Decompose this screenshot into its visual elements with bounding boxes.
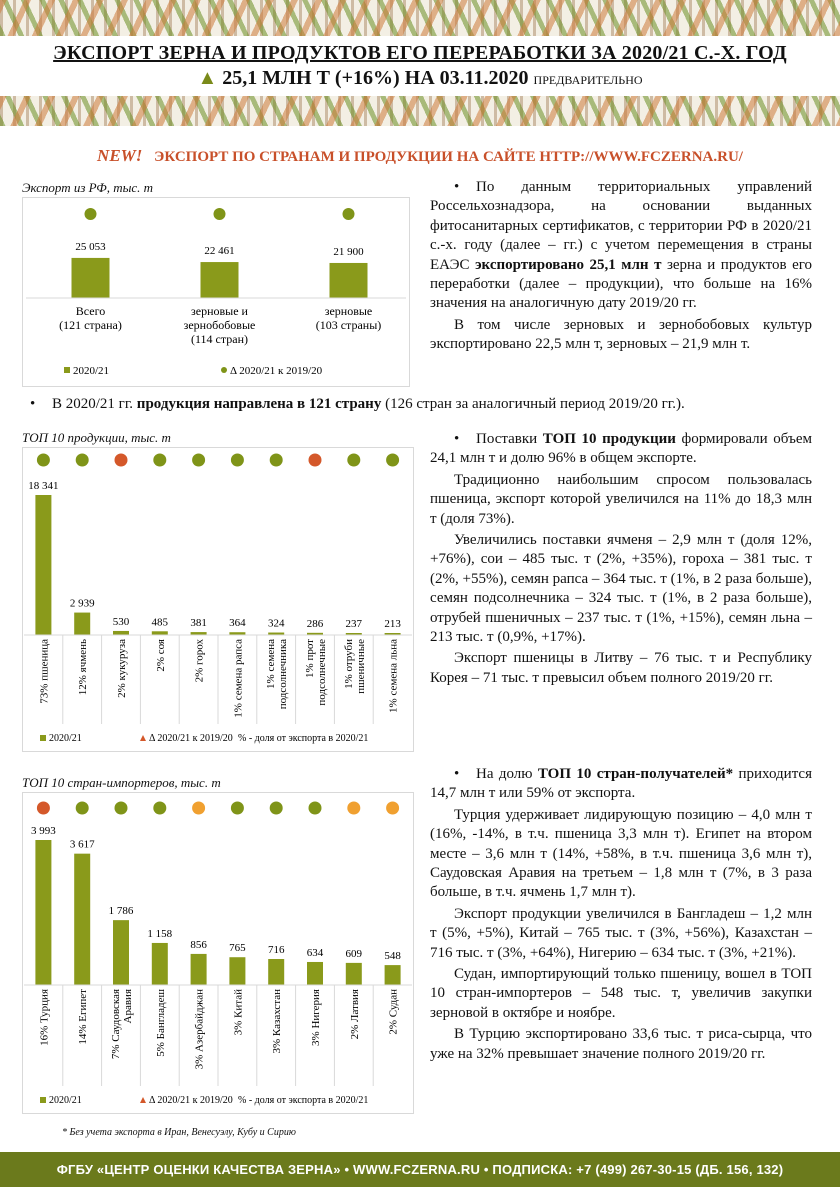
chart-export-total (22, 197, 410, 387)
bar (152, 631, 168, 635)
bar (35, 495, 51, 635)
delta-indicator-icon (153, 454, 166, 467)
tick-label: 3% Азербайджан (193, 989, 206, 1070)
s2-paragraph-2: Традиционно наибольшим спросом пользовалась пшеница, экспорт которой увеличился на 11% до 18,3 млн т (доля 73%). (430, 471, 812, 527)
legend-square-icon (40, 1097, 46, 1103)
tick-label: 2% соя (154, 639, 167, 672)
s3-paragraph-2: Турция удерживает лидирующую позицию – 4,0 млн т (16%, -14%, в т.ч. пшеница 3,3 млн т). Египет на втором месте – 3,6 млн т (14%, +58%, в т.ч. пшеница 3,6 млн т), Саудовская Аравия на третьем – 1,8 млн т (7%, в 3 раза больше, в т.ч. ячмень 1,7 млн т). (430, 806, 812, 901)
delta-indicator-icon (386, 454, 399, 467)
bar (268, 959, 284, 985)
legend-label: Δ 2020/21 к 2019/20 (230, 365, 323, 377)
legend-label: 2020/21 (49, 1095, 82, 1106)
preliminary-label: ПРЕДВАРИТЕЛЬНО (533, 73, 643, 87)
tick-label: (103 страны) (315, 318, 382, 332)
bullet-icon: • (454, 431, 460, 447)
tick-label: 2% горох (193, 639, 206, 683)
decorative-banner-top (0, 0, 840, 36)
bar (307, 962, 323, 985)
data-label: 530 (112, 615, 130, 628)
tick-label: 2% Судан (387, 989, 400, 1035)
data-label: 716 (267, 943, 285, 956)
title-line-2 (0, 67, 840, 90)
announcement (0, 146, 840, 166)
delta-indicator-icon (347, 802, 360, 815)
tick-label: зерновые (324, 304, 373, 318)
announcement-link[interactable]: ЭКСПОРТ ПО СТРАНАМ И ПРОДУКЦИИ НА САЙТЕ HTTP://WWW.FCZERNA.RU/ (154, 149, 743, 165)
s3-paragraph-4: Судан, импортирующий только пшеницу, вошел в ТОП 10 стран-импортеров – 548 тыс. т, увеличив закупки зерновой в октябре и ноябре. (430, 966, 812, 1021)
delta-indicator-icon (386, 802, 399, 815)
legend-square-icon (40, 735, 46, 741)
s1-paragraph-1: • По данным территориальных управлений Россельхознадзора, на основании выданных фитосанитарных сертификатов, с территории РФ в 2020/21 с.-х. году (далее – гг.) с учетом перемещения в страны ЕАЭС экспортировано 25,1 млн т зерна и продуктов его переработки (далее – продукции), что больше на 16% значения на аналогичную дату 2019/20 гг. (430, 179, 813, 312)
chart-countries-title: ТОП 10 стран-импортеров, тыс. т (22, 775, 221, 790)
tick-label: 14% Египет (77, 989, 90, 1045)
bar (385, 965, 401, 985)
data-label: 1 158 (147, 927, 173, 940)
tick-label: 7% Саудовская (110, 989, 122, 1060)
tick-label: (114 стран) (190, 332, 249, 346)
data-label: 364 (229, 617, 246, 630)
data-label: 2 939 (69, 597, 95, 610)
page-title (0, 42, 840, 90)
data-label: 1 786 (108, 905, 134, 918)
delta-indicator-icon (343, 208, 355, 220)
s3-paragraph-3: Экспорт продукции увеличился в Бангладеш – 1,2 млн т (5%, +5%), Китай – 765 тыс. т (3%, +56%), Казахстан – 716 тыс. т (3%, +64%), Нигерию – 634 тыс. т (3%, +21%). (430, 905, 812, 961)
up-triangle-icon: ▲ (197, 67, 218, 89)
tick-label: 3% Нигерия (310, 989, 322, 1046)
delta-indicator-icon (115, 802, 128, 815)
delta-indicator-icon (309, 802, 322, 815)
tick-label: пшеничные (354, 639, 367, 694)
data-label: 3 617 (69, 838, 95, 851)
legend-label: % - доля от экспорта в 2020/21 (238, 1095, 369, 1106)
section-1-text (430, 178, 812, 357)
delta-indicator-icon (76, 802, 89, 815)
bar (72, 258, 110, 298)
s3-paragraph-5: В Турцию экспортировано 33,6 тыс. т риса-сырца, что уже на 32% превышает значение полного 2019/20 гг. (430, 1026, 812, 1062)
tick-label: 2% кукуруза (116, 639, 128, 698)
bullet-icon: • (454, 179, 460, 195)
delta-indicator-icon (192, 802, 205, 815)
bar (113, 631, 129, 635)
delta-indicator-icon (309, 454, 322, 467)
data-label: 609 (345, 947, 363, 960)
tick-label: (121 страна) (59, 318, 122, 332)
legend-label: % - доля от экспорта в 2020/21 (238, 733, 369, 744)
data-label: 856 (190, 938, 207, 951)
bar (74, 613, 90, 635)
section-2-text (430, 430, 812, 690)
delta-indicator-icon (214, 208, 226, 220)
tick-label: 1% прот (304, 639, 316, 678)
s3-paragraph-1: • На долю ТОП 10 стран-получателей* приходится 14,7 млн т или 59% от экспорта. (430, 766, 812, 802)
s1-paragraph-2: В том числе зерновых и зернобобовых культур экспортировано 22,5 млн т, зерновых – 21,9 млн т. (430, 316, 812, 353)
bar (35, 840, 51, 985)
chart-top10-products (22, 447, 414, 752)
delta-indicator-icon (347, 454, 360, 467)
delta-indicator-icon (115, 454, 128, 467)
bar (201, 262, 239, 298)
tick-label: 2% Латвия (348, 989, 361, 1040)
delta-indicator-icon (37, 802, 50, 815)
delta-indicator-icon (153, 802, 166, 815)
section-3-text (430, 765, 812, 1066)
delta-indicator-icon (85, 208, 97, 220)
tick-label: 1% семена (265, 639, 278, 689)
bar (113, 920, 129, 985)
bar (74, 854, 90, 985)
delta-indicator-icon (37, 454, 50, 467)
delta-indicator-icon (192, 454, 205, 467)
section-summary: • В 2020/21 гг. продукция направлена в 121 страну (126 стран за аналогичный период 2019/20 гг.). (30, 396, 685, 412)
tick-label: подсолнечника (277, 639, 290, 710)
data-label: 485 (151, 616, 169, 629)
tick-label: 1% семена льна (387, 639, 400, 713)
data-label: 381 (190, 617, 207, 630)
tick-label: зернобобовые (183, 318, 256, 332)
title-total: 25,1 МЛН Т (+16%) НА 03.11.2020 (222, 67, 529, 89)
tick-label: Аравия (122, 989, 134, 1024)
tick-label: 3% Китай (232, 989, 245, 1036)
data-label: 286 (306, 617, 324, 630)
legend-label: Δ 2020/21 к 2019/20 (149, 1095, 233, 1106)
chart-products-title: ТОП 10 продукции, тыс. т (22, 430, 171, 445)
data-label: 3 993 (31, 825, 56, 837)
tick-label: 1% отруби (342, 639, 355, 689)
delta-indicator-icon (270, 454, 283, 467)
data-label: 25 053 (75, 240, 106, 253)
s2-paragraph-3: Увеличились поставки ячменя – 2,9 млн т (доля 12%, +76%), сои – 485 тыс. т (2%, +35%), гороха – 381 тыс. т (2%, +55%), семян рапса – 364 тыс. т (1%, в 2 раза больше), семян подсолнечника – 324 тыс. т (1%, в 2 раза больше), отрубей пшеничных – 237 тыс. т (1%, +15%), семян льна – 213 тыс. т (0,9%, +17%). (430, 532, 812, 646)
tick-label: подсолнечные (316, 639, 328, 706)
data-label: 324 (267, 617, 285, 630)
new-label: NEW! (97, 146, 143, 165)
bar (229, 957, 245, 985)
s2-paragraph-1: • Поставки ТОП 10 продукции формировали объем 24,1 млн т и долю 96% в общем экспорте. (430, 431, 812, 467)
bullet-icon: • (30, 396, 36, 412)
tick-label: 16% Турция (38, 989, 51, 1046)
tick-label: Всего (75, 304, 106, 318)
data-label: 634 (306, 946, 324, 959)
decorative-banner-bottom (0, 96, 840, 126)
delta-indicator-icon (231, 454, 244, 467)
tick-label: 3% Казахстан (271, 989, 284, 1054)
data-label: 21 900 (333, 245, 364, 258)
legend-dot-icon (221, 367, 227, 373)
tick-label: зерновые и (191, 304, 248, 318)
tick-label: 1% семена рапса (232, 639, 245, 718)
data-label: 765 (229, 942, 246, 955)
data-label: 22 461 (204, 245, 235, 258)
footnote: * Без учета экспорта в Иран, Венесуэлу, Кубу и Сирию (62, 1127, 296, 1138)
bar (330, 263, 368, 298)
data-label: 237 (345, 618, 363, 630)
s2-paragraph-4: Экспорт пшеницы в Литву – 76 тыс. т и Республику Корея – 71 тыс. т превысил объем полного 2019/20 гг. (430, 650, 812, 686)
tick-label: 5% Бангладеш (154, 989, 167, 1057)
legend-label: Δ 2020/21 к 2019/20 (149, 733, 233, 744)
delta-indicator-icon (231, 802, 244, 815)
legend-label: 2020/21 (49, 733, 82, 744)
title-line-1: ЭКСПОРТ ЗЕРНА И ПРОДУКТОВ ЕГО ПЕРЕРАБОТКИ ЗА 2020/21 С.-Х. ГОД (53, 42, 787, 64)
delta-indicator-icon (270, 802, 283, 815)
chart-export-title: Экспорт из РФ, тыс. т (22, 180, 154, 195)
legend-square-icon (64, 367, 70, 373)
bullet-icon: • (454, 766, 460, 782)
bar (346, 963, 362, 985)
footer-bar: ФГБУ «ЦЕНТР ОЦЕНКИ КАЧЕСТВА ЗЕРНА» • WWW.FCZERNA.RU • ПОДПИСКА: +7 (499) 267-30-15 (ДБ. 156, 132) (0, 1152, 840, 1187)
data-label: 18 341 (28, 480, 59, 492)
data-label: 548 (384, 950, 401, 963)
bar (152, 943, 168, 985)
tick-label: 73% пшеница (38, 639, 51, 704)
legend-label: 2020/21 (73, 365, 110, 377)
data-label: 213 (384, 618, 401, 630)
chart-top10-importers (22, 792, 414, 1114)
tick-label: 12% ячмень (77, 639, 90, 696)
delta-indicator-icon (76, 454, 89, 467)
bar (191, 954, 207, 985)
